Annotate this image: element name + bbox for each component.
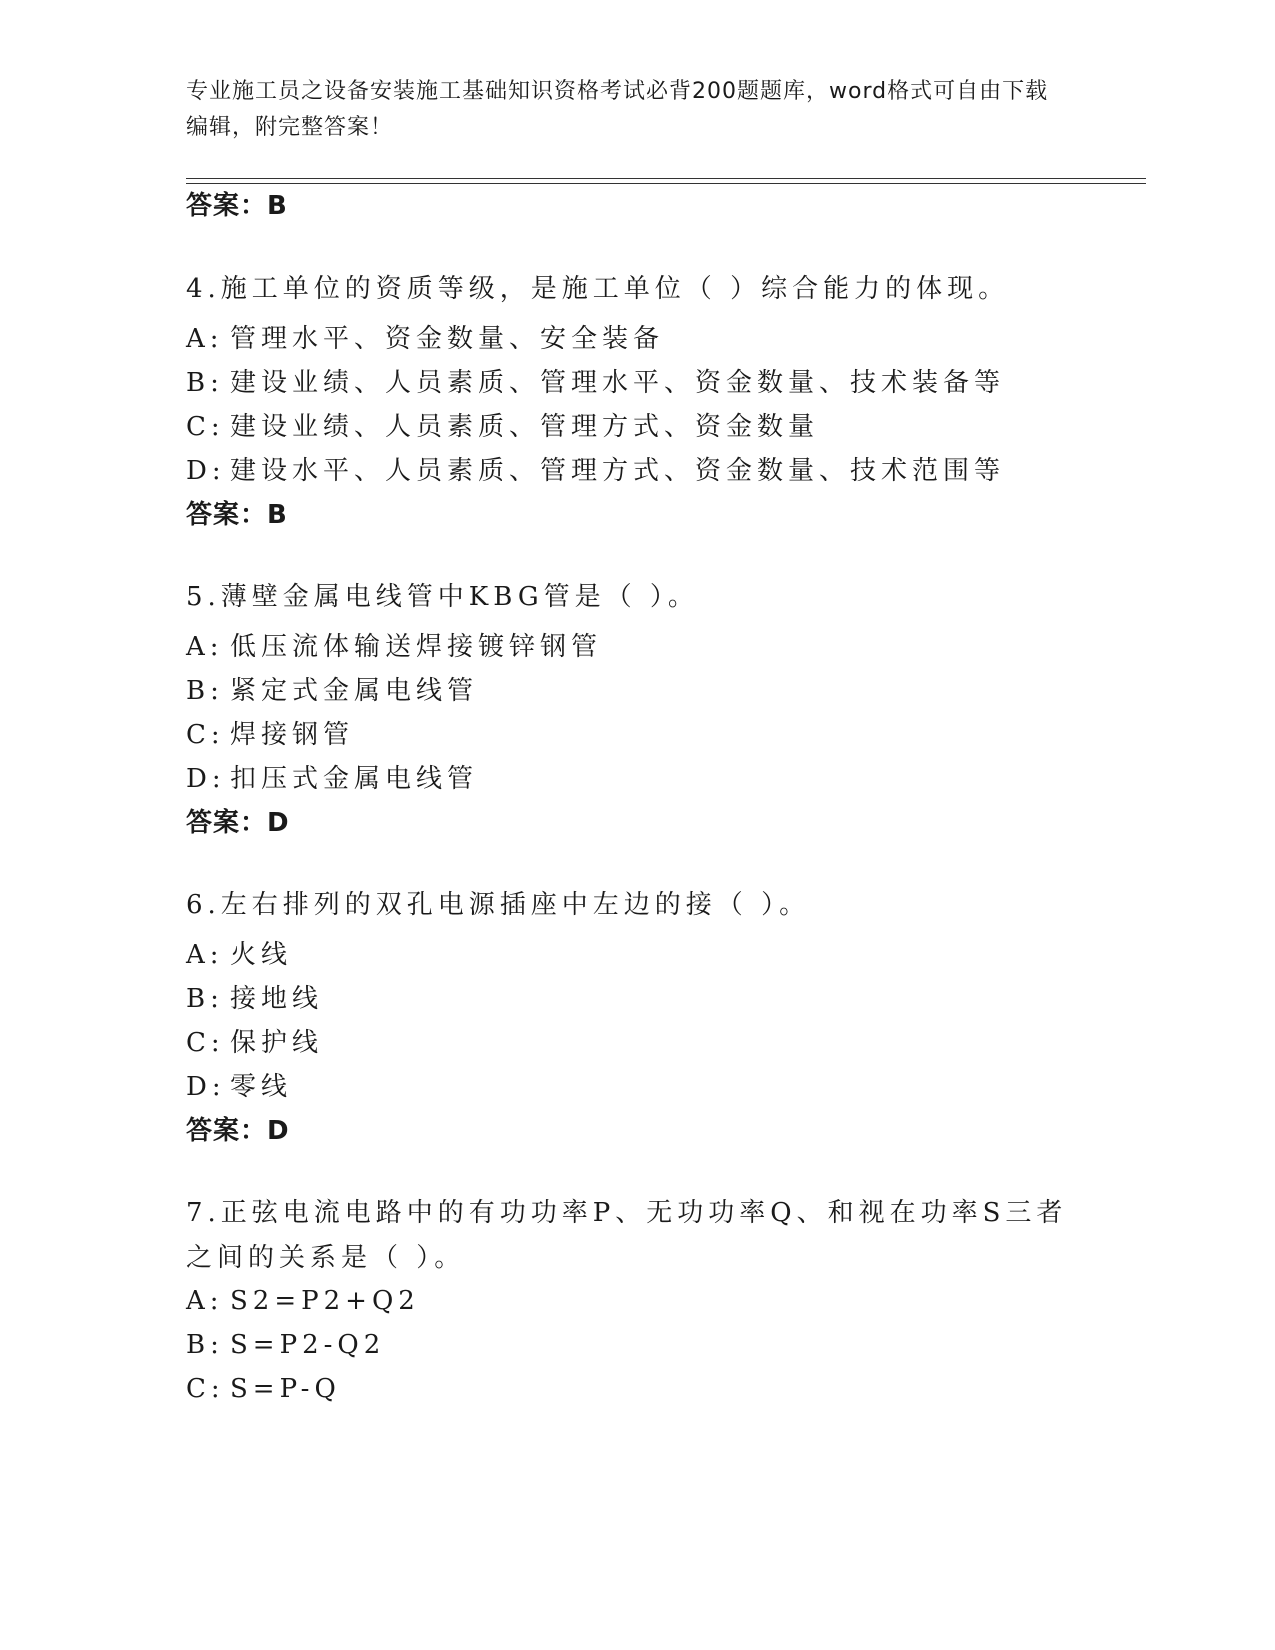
question-5-option-c: C: 焊接钢管 — [186, 720, 355, 750]
header-divider-bottom — [186, 183, 1146, 184]
question-6-option-a: A: 火线 — [186, 940, 293, 970]
question-7-text: 7.正弦电流电路中的有功功率P、无功功率Q、和视在功率S三者之间的关系是（ ）。 — [186, 1198, 1068, 1273]
question-5-option-b: B: 紧定式金属电线管 — [186, 676, 479, 706]
question-6-option-d: D: 零线 — [186, 1072, 293, 1102]
question-6-option-b: B: 接地线 — [186, 984, 324, 1014]
question-4-option-c: C: 建设业绩、人员素质、管理方式、资金数量 — [186, 412, 820, 442]
document-header-title: 专业施工员之设备安装施工基础知识资格考试必背200题题库，word格式可自由下载编辑，附完整答案！ — [186, 79, 1049, 140]
question-7-option-a: A: S2=P2+Q2 — [186, 1286, 420, 1316]
question-6-answer: 答案：D — [186, 1116, 290, 1146]
question-6-option-c: C: 保护线 — [186, 1028, 324, 1058]
question-5-text: 5.薄壁金属电线管中KBG管是（ ）。 — [186, 582, 699, 612]
question-4-option-d: D: 建设水平、人员素质、管理方式、资金数量、技术范围等 — [186, 456, 1006, 486]
question-5-option-a: A: 低压流体输送焊接镀锌钢管 — [186, 632, 603, 662]
question-5-option-d: D: 扣压式金属电线管 — [186, 764, 479, 794]
question-6-text: 6.左右排列的双孔电源插座中左边的接（ ）。 — [186, 890, 811, 920]
answer-line: 答案：B — [186, 191, 288, 221]
question-7-option-b: B: S=P2-Q2 — [186, 1330, 386, 1360]
question-4-text: 4.施工单位的资质等级，是施工单位（ ）综合能力的体现。 — [186, 274, 1010, 304]
question-4-option-a: A: 管理水平、资金数量、安全装备 — [186, 324, 665, 354]
header-divider-top — [186, 178, 1146, 179]
question-4-answer: 答案：B — [186, 500, 288, 530]
question-7-option-c: C: S=P-Q — [186, 1374, 341, 1404]
question-4-option-b: B: 建设业绩、人员素质、管理水平、资金数量、技术装备等 — [186, 368, 1006, 398]
question-5-answer: 答案：D — [186, 808, 290, 838]
